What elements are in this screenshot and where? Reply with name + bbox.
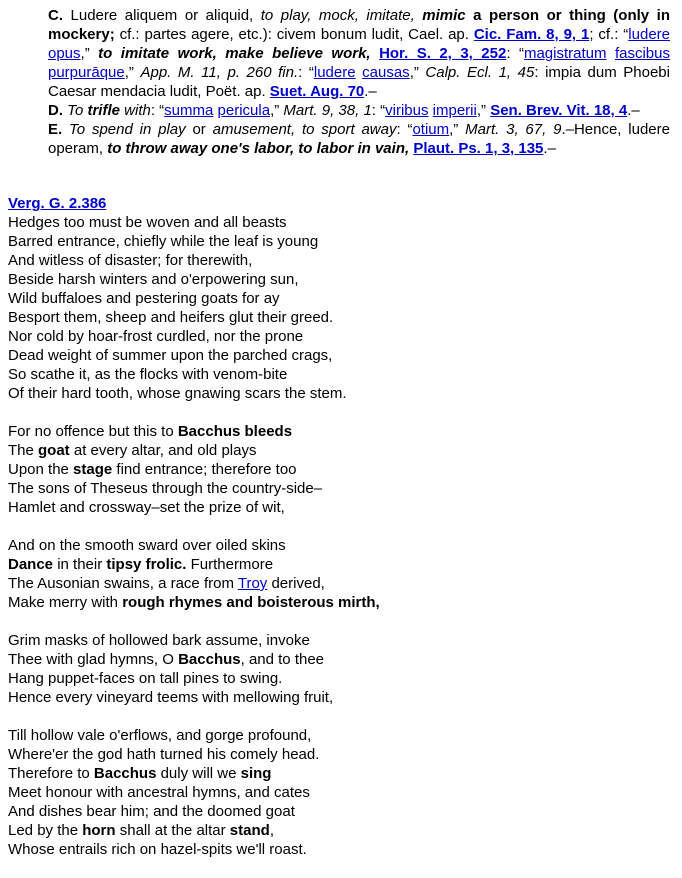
citation-link[interactable]: summa xyxy=(164,102,214,119)
citation-link[interactable]: ludere xyxy=(313,64,356,81)
text-segment: Therefore to xyxy=(8,765,94,782)
text-segment: So scathe it, as the flocks with venom-bite xyxy=(8,366,288,383)
poem-line xyxy=(8,593,668,612)
text-segment: Barred entrance, chiefly while the leaf is young xyxy=(8,233,319,250)
text-segment: or xyxy=(185,121,213,138)
poem-line xyxy=(8,327,668,346)
text-segment: goat xyxy=(38,442,70,459)
text-segment: shall at the altar xyxy=(115,822,230,839)
poem-line xyxy=(8,650,668,669)
text-segment: stand xyxy=(229,822,270,839)
definition-letter: E. xyxy=(48,121,63,138)
citation-link[interactable]: fascibus xyxy=(614,45,670,62)
text-segment: Besport them, sheep and heifers glut their greed. xyxy=(8,309,334,326)
text-segment: : “ xyxy=(298,64,314,81)
text-segment: App. M. 11, p. 260 fin. xyxy=(140,64,299,81)
citation-link[interactable]: opus xyxy=(48,45,81,62)
citation-link[interactable]: Sen. Brev. Vit. 18, 4 xyxy=(490,102,628,119)
definition-letter: C. xyxy=(48,7,63,24)
text-segment: Bacchus xyxy=(178,651,241,668)
text-segment: Mart. 3, 67, 9 xyxy=(465,121,562,138)
poem-line xyxy=(8,289,668,308)
poem-line xyxy=(8,783,668,802)
text-segment: The Ausonian swains, a race from xyxy=(8,575,238,592)
text-segment: : impia dum Phoebi Caesar mendacia ludit, Poët. ap. xyxy=(48,64,670,100)
text-segment: to play, mock, imitate, xyxy=(260,7,423,24)
text-segment: , xyxy=(269,822,274,839)
text-segment: Calp. Ecl. 1, 45 xyxy=(425,64,535,81)
citation-link[interactable]: Hor. S. 2, 3, 252 xyxy=(379,45,507,62)
citation-link[interactable]: Troy xyxy=(237,575,268,592)
text-segment: Grim masks of hollowed bark assume, invoke xyxy=(8,632,310,649)
text-segment: stage xyxy=(73,461,113,478)
poem-line xyxy=(8,631,668,650)
definition-entry xyxy=(48,120,670,158)
text-segment: The xyxy=(8,442,39,459)
citation-link[interactable]: pericula xyxy=(217,102,271,119)
poem-line xyxy=(8,821,668,840)
text-segment: to imitate work, make believe work, xyxy=(98,45,371,62)
text-segment: Led by the xyxy=(8,822,83,839)
poem-line xyxy=(8,479,668,498)
poem-line xyxy=(8,308,668,327)
text-segment: Whose entrails rich on hazel-spits we'll roast. xyxy=(8,841,307,858)
text-segment: .– xyxy=(364,83,377,100)
text-segment: cf.: partes agere, etc.): civem bonum ludit, Cael. ap. xyxy=(114,26,474,43)
definition-entry xyxy=(48,6,670,101)
text-segment: Hang puppet-faces on tall pines to swing. xyxy=(8,670,283,687)
poem-line xyxy=(8,213,668,232)
poem-section xyxy=(8,194,668,878)
text-segment: Dead weight of summer upon the parched crags, xyxy=(8,347,333,364)
text-segment: Dance xyxy=(8,556,54,573)
citation-link[interactable]: imperii xyxy=(432,102,477,119)
dictionary-definitions xyxy=(48,6,670,158)
text-segment: amusement, to sport away xyxy=(212,121,397,138)
poem-line xyxy=(8,441,668,460)
text-segment: : “ xyxy=(396,121,413,138)
poem-stanza xyxy=(8,726,668,859)
poem-line xyxy=(8,346,668,365)
text-segment: .–Hence, ludere operam, xyxy=(48,121,670,157)
poem-line xyxy=(8,536,668,555)
citation-link[interactable]: viribus xyxy=(385,102,429,119)
text-segment: The sons of Theseus through the country-side– xyxy=(8,480,323,497)
text-segment: ,” xyxy=(80,45,99,62)
text-segment xyxy=(607,45,615,62)
poem-line xyxy=(8,688,668,707)
text-segment: find entrance; therefore too xyxy=(112,461,297,478)
text-segment: at every altar, and old plays xyxy=(69,442,257,459)
text-segment: And witless of disaster; for therewith, xyxy=(8,252,253,269)
poem-line xyxy=(8,745,668,764)
poem-stanza xyxy=(8,213,668,403)
text-segment: And dishes bear him; and the doomed goat xyxy=(8,803,295,820)
text-segment: Ludere aliquem or aliquid, xyxy=(63,7,261,24)
text-segment: ,” xyxy=(476,102,491,119)
poem-line xyxy=(8,555,668,574)
text-segment: Make merry with xyxy=(8,594,123,611)
citation-link[interactable]: otium xyxy=(412,121,450,138)
text-segment: trifle xyxy=(87,102,120,119)
text-segment: Meet honour with ancestral hymns, and cates xyxy=(8,784,310,801)
text-segment: , and to thee xyxy=(240,651,325,668)
citation-link[interactable]: Plaut. Ps. 1, 3, 135 xyxy=(413,140,544,157)
poem-stanza xyxy=(8,422,668,517)
text-segment xyxy=(62,121,69,138)
text-segment: Upon the xyxy=(8,461,74,478)
poem-line xyxy=(8,574,668,593)
poem-line xyxy=(8,669,668,688)
text-segment: mimic xyxy=(422,7,466,24)
poem-line xyxy=(8,270,668,289)
text-segment: ,” xyxy=(409,64,426,81)
citation-link[interactable]: Suet. Aug. 70 xyxy=(269,83,365,100)
text-segment: rough rhymes and boisterous mirth, xyxy=(122,594,380,611)
citation-link[interactable]: purpurāque xyxy=(48,64,125,81)
citation-link[interactable]: ludere xyxy=(628,26,670,43)
text-segment: Nor cold by hoar-frost curdled, nor the prone xyxy=(8,328,304,345)
poem-line xyxy=(8,232,668,251)
text-segment: Furthermore xyxy=(186,556,274,573)
text-segment: To xyxy=(67,102,88,119)
poem-stanza xyxy=(8,536,668,612)
citation-link[interactable]: causas xyxy=(362,64,410,81)
text-segment: : “ xyxy=(506,45,524,62)
text-segment: in their xyxy=(53,556,107,573)
poem-line xyxy=(8,840,668,859)
text-segment: : “ xyxy=(371,102,386,119)
poem-line xyxy=(8,460,668,479)
text-segment: For no offence but this to xyxy=(8,423,178,440)
poem-stanza xyxy=(8,631,668,707)
text-segment: with xyxy=(119,102,151,119)
definition-entry xyxy=(48,101,670,120)
definition-letter: D. xyxy=(48,102,63,119)
poem-line xyxy=(8,251,668,270)
text-segment: horn xyxy=(82,822,116,839)
text-segment: derived, xyxy=(267,575,325,592)
text-segment: And on the smooth sward over oiled skins xyxy=(8,537,286,554)
text-segment: .– xyxy=(543,140,556,157)
poem-line xyxy=(8,384,668,403)
text-segment: to throw away one's labor, to labor in vain, xyxy=(107,140,410,157)
poem-stanzas xyxy=(8,213,668,859)
text-segment: Hence every vineyard teems with mellowing fruit, xyxy=(8,689,334,706)
text-segment: ,” xyxy=(124,64,141,81)
poem-title-link[interactable]: Verg. G. 2.386 xyxy=(8,195,107,212)
citation-link[interactable]: magistratum xyxy=(523,45,607,62)
text-segment: ; cf.: “ xyxy=(589,26,629,43)
text-segment: Bacchus xyxy=(93,765,157,782)
text-segment: Where'er the god hath turned his comely head. xyxy=(8,746,320,763)
text-segment: Of their hard tooth, whose gnawing scars the stem. xyxy=(8,385,347,402)
text-segment: a person or thing (only in mockery; xyxy=(48,7,670,43)
text-segment: Beside harsh winters and o'erpowering sun, xyxy=(8,271,299,288)
text-segment xyxy=(371,45,379,62)
text-segment: duly will we xyxy=(156,765,241,782)
poem-line xyxy=(8,802,668,821)
text-segment: Thee with glad hymns, O xyxy=(8,651,179,668)
citation-link[interactable]: Cic. Fam. 8, 9, 1 xyxy=(473,26,590,43)
poem-line xyxy=(8,422,668,441)
text-segment: Hamlet and crossway–set the prize of wit, xyxy=(8,499,285,516)
text-segment: ,” xyxy=(270,102,284,119)
text-segment: Mart. 9, 38, 1 xyxy=(283,102,372,119)
text-segment: Bacchus bleeds xyxy=(177,423,293,440)
text-segment: tipsy frolic. xyxy=(106,556,187,573)
text-segment: ,” xyxy=(449,121,466,138)
text-segment: To spend in play xyxy=(69,121,186,138)
text-segment: : “ xyxy=(150,102,165,119)
poem-line xyxy=(8,726,668,745)
text-segment: Hedges too must be woven and all beasts xyxy=(8,214,287,231)
poem-line xyxy=(8,764,668,783)
text-segment: sing xyxy=(240,765,272,782)
text-segment: Till hollow vale o'erflows, and gorge profound, xyxy=(8,727,312,744)
text-segment: Wild buffaloes and pestering goats for ay xyxy=(8,290,280,307)
poem-line xyxy=(8,498,668,517)
poem-line xyxy=(8,365,668,384)
text-segment: .– xyxy=(627,102,640,119)
